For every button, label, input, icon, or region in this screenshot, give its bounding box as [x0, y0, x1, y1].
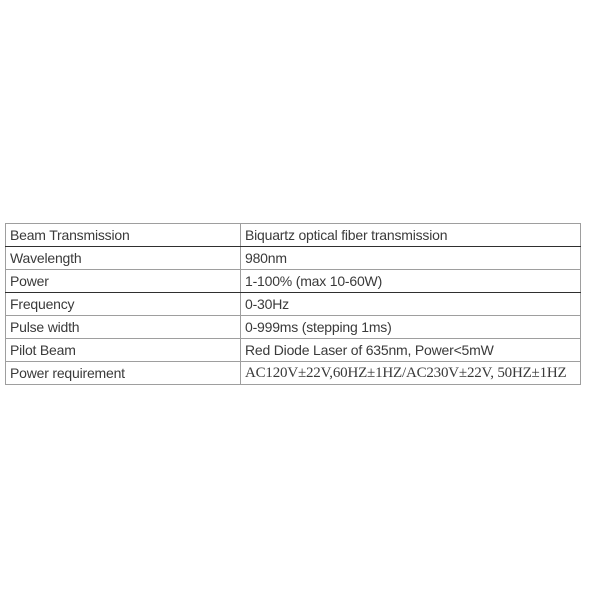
spec-label-cell: Wavelength	[6, 247, 241, 270]
spec-value-cell: 980nm	[241, 247, 581, 270]
spec-label-cell: Frequency	[6, 293, 241, 316]
spec-label-cell: Power	[6, 270, 241, 293]
spec-table	[5, 223, 581, 385]
table-row	[6, 247, 581, 270]
spec-label-cell: Pilot Beam	[6, 339, 241, 362]
spec-value-cell: 0-30Hz	[241, 293, 581, 316]
spec-value-cell: Biquartz optical fiber transmission	[241, 224, 581, 247]
spec-label-cell: Beam Transmission	[6, 224, 241, 247]
table-row	[6, 270, 581, 293]
table-row	[6, 339, 581, 362]
spec-label-cell: Power requirement	[6, 362, 241, 385]
spec-value-cell: 1-100% (max 10-60W)	[241, 270, 581, 293]
table-row	[6, 362, 581, 385]
spec-value-cell: 0-999ms (stepping 1ms)	[241, 316, 581, 339]
table-row	[6, 316, 581, 339]
table-row	[6, 293, 581, 316]
spec-value-cell: AC120V±22V,60HZ±1HZ/AC230V±22V, 50HZ±1HZ	[241, 362, 581, 385]
spec-label-cell: Pulse width	[6, 316, 241, 339]
table-row	[6, 224, 581, 247]
spec-value-cell: Red Diode Laser of 635nm, Power<5mW	[241, 339, 581, 362]
